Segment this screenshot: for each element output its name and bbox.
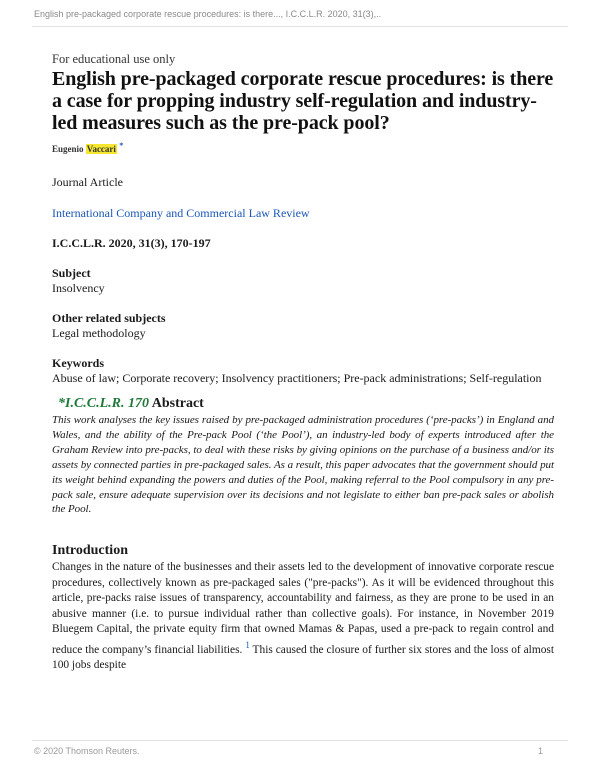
footnote-1-link[interactable]: 1 — [245, 639, 250, 650]
citation: I.C.C.L.R. 2020, 31(3), 170-197 — [52, 236, 211, 250]
author-first-name: Eugenio — [52, 144, 84, 154]
running-header — [0, 0, 600, 28]
intro-text-part1: Changes in the nature of the businesses and their assets led to the development of innovative corporate rescue procedures, collectively known as pre-packaged sales ("pre-packs"). As it will be evidenced throughout this article, pre-packs raise issues of transparency, accountability and fairness, as they are prone to be used in an abusive manner (i.e. to pursue individual rather than collective goals). For instance, in November 2019 Bluegem Capital, the private equity firm that owned Mamas & Papas, used a pre-pack to regain control and reduce the company’s financial liabilities. — [52, 561, 554, 656]
subject-label: Subject — [52, 266, 91, 280]
footer-copyright: © 2020 Thomson Reuters. — [34, 746, 140, 756]
footer-page-number: 1 — [537, 746, 543, 756]
abstract-text: This work analyses the key issues raised by pre-packaged administration procedures (‘pre-packs’) in England and Wales, and the ability of the Pre-pack Pool (‘the Pool’), an industry-led body of experts introduced after the Graham Review into pre-packs, to deal with these risks by giving opinions on the purchase of a business and/or its assets by connected parties in pre-packaged sales. As a result, this paper advocates that the government should put its weight behind expanding the powers and duties of the Pool, making referral to the Pool compulsory in any pre-pack sale, ensure adequate supervision over its decisions and not legislate to either ban pre-pack sales or abolish the Pool. — [52, 414, 554, 516]
journal-link[interactable]: International Company and Commercial Law Review — [52, 206, 310, 220]
other-subjects-value: Legal methodology — [52, 326, 146, 340]
header-divider — [32, 26, 568, 27]
author-line — [52, 141, 554, 154]
keywords-section — [52, 356, 554, 386]
footer-divider — [32, 740, 568, 741]
author-last-name: Vaccari — [86, 144, 116, 154]
running-title: English pre-packaged corporate rescue procedures: is there..., I.C.C.L.R. 2020, 31(3),.. — [34, 9, 382, 19]
abstract-heading-line — [52, 396, 554, 412]
abstract-heading: Abstract — [151, 396, 204, 411]
subject-value: Insolvency — [52, 281, 105, 295]
other-subjects-section — [52, 311, 554, 341]
author-footnote-link[interactable]: * — [119, 141, 124, 150]
keywords-label: Keywords — [52, 356, 104, 370]
intro-heading: Introduction — [52, 543, 128, 559]
article-title: English pre-packaged corporate rescue procedures: is there a case for propping industry self-regulation and industry-led measures such as the pre-pack pool? — [52, 68, 554, 134]
other-subjects-label: Other related subjects — [52, 311, 166, 325]
abstract-section — [52, 396, 554, 517]
intro-text-part2: This caused the closure of further six stores and the loss of almost 100 jobs despite — [52, 643, 554, 672]
abstract-page-ref: *I.C.C.L.R. 170 — [58, 396, 150, 411]
document-type: Journal Article — [52, 175, 123, 189]
intro-paragraph — [52, 560, 554, 673]
subject-section — [52, 266, 554, 296]
keywords-value: Abuse of law; Corporate recovery; Insolvency practitioners; Pre-pack administrations; Self-regulation — [52, 371, 542, 385]
educational-note: For educational use only — [52, 52, 176, 66]
document-body — [52, 52, 554, 674]
